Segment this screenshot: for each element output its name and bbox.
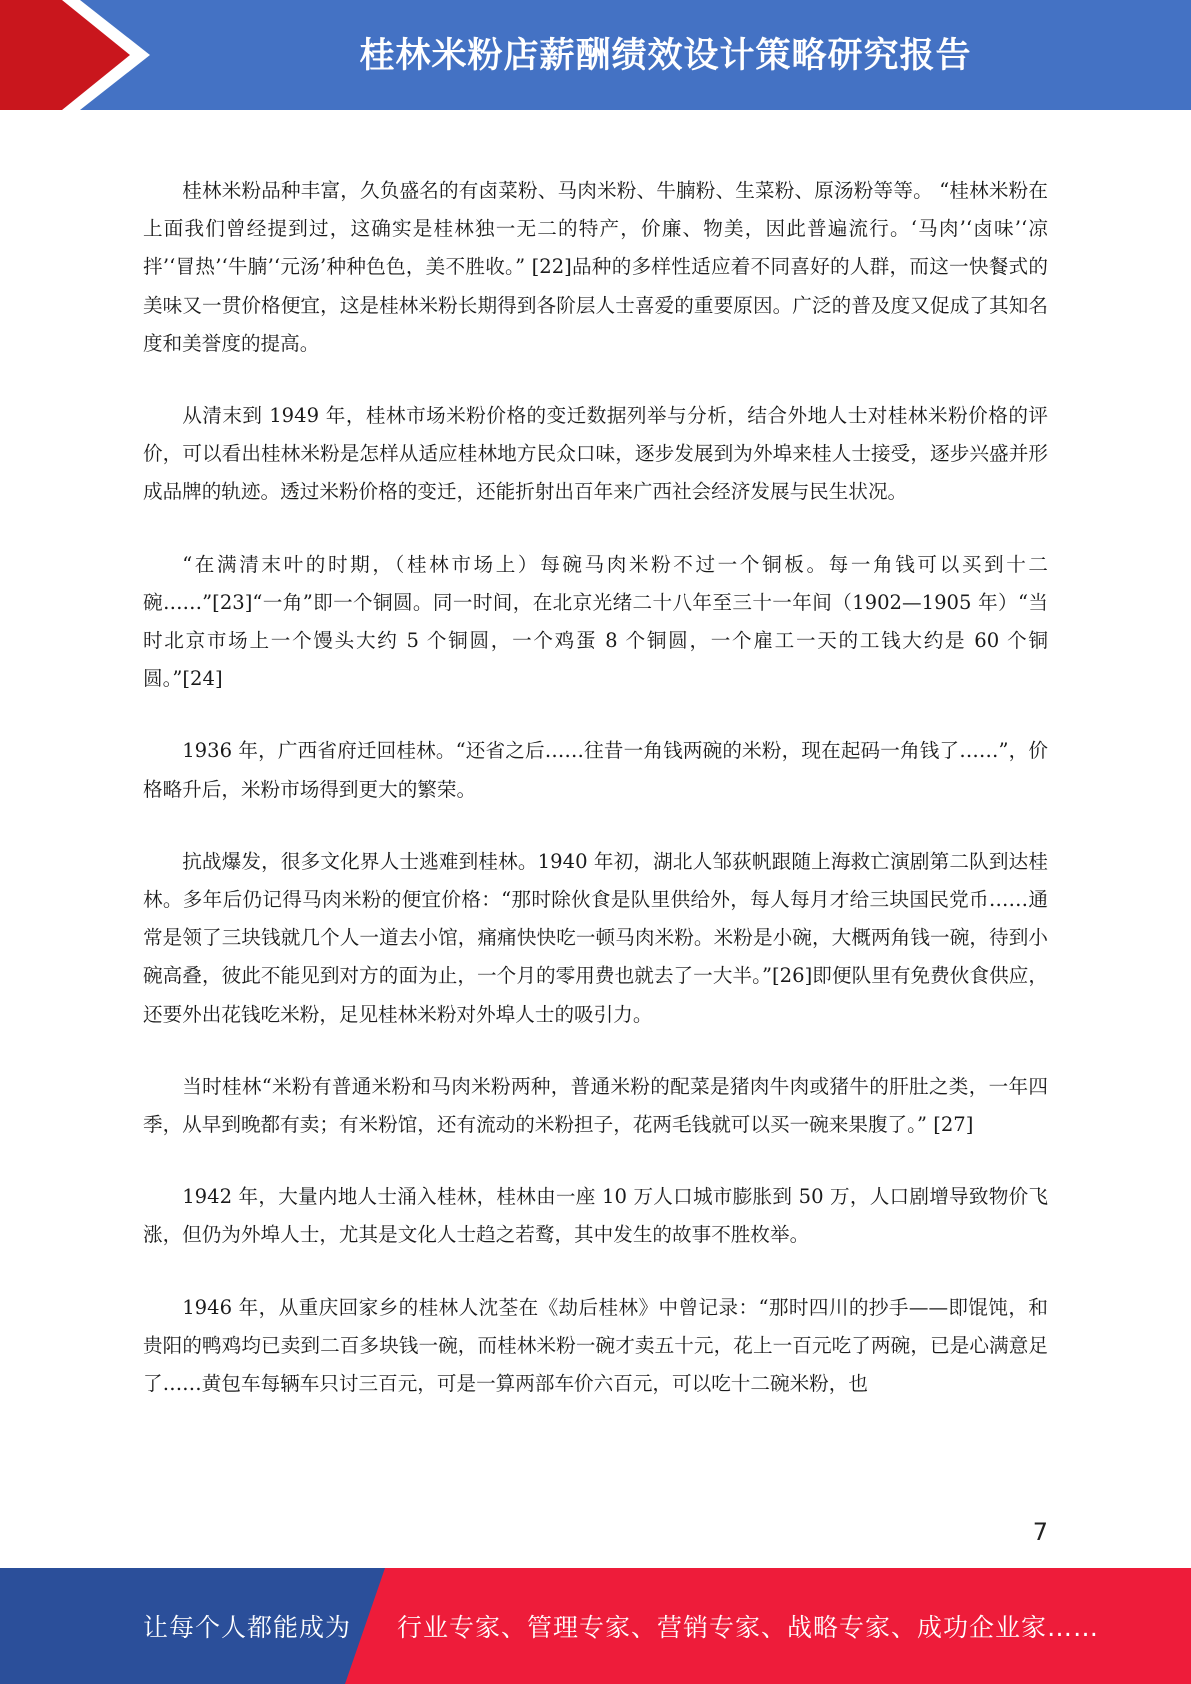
page-number: 7: [1032, 1518, 1048, 1546]
report-title: 桂林米粉店薪酬绩效设计策略研究报告: [359, 36, 972, 76]
page-header: [0, 0, 1191, 110]
paragraph: 1942 年，大量内地人士涌入桂林，桂林由一座 10 万人口城市膨胀到 50 万，人口剧增导致物价飞涨，但仍为外埠人士，尤其是文化人士趋之若鹜，其中发生的故事不胜枚举。: [143, 1185, 1048, 1247]
footer-slogan-right: 行业专家、管理专家、营销专家、战略专家、成功企业家……: [397, 1613, 1100, 1642]
document-body: [143, 172, 1048, 1437]
paragraph: “在满清末叶的时期，（桂林市场上）每碗马肉米粉不过一个铜板。每一角钱可以买到十二碗……”[23]“一角”即一个铜圆。同一时间，在北京光绪二十八年至三十一年间（1902—1905 年）“当时北京市场上一个馒头大约 5 个铜圆，一个鸡蛋 8 个铜圆，一个雇工一天的工钱大约是 60 个铜圆。”[24]: [143, 552, 1048, 691]
paragraph: 桂林米粉品种丰富，久负盛名的有卤菜粉、马肉米粉、牛腩粉、生菜粉、原汤粉等等。 “桂林米粉在上面我们曾经提到过，这确实是桂林独一无二的特产，价廉、物美，因此普遍流行。‘马肉’‘卤味’‘凉拌’‘冒热’‘牛腩’‘元汤’种种色色，美不胜收。” [22]品种的多样性适应着不同喜好的人群，而这一快餐式的美味又一贯价格便宜，这是桂林米粉长期得到各阶层人士喜爱的重要原因。广泛的普及度又促成了其知名度和美誉度的提高。: [143, 179, 1048, 355]
paragraph: 抗战爆发，很多文化界人士逃难到桂林。1940 年初，湖北人邹荻帆跟随上海救亡演剧第二队到达桂林。多年后仍记得马肉米粉的便宜价格：“那时除伙食是队里供给外，每人每月才给三块国民党币……通常是领了三块钱就几个人一道去小馆，痛痛快快吃一顿马肉米粉。米粉是小碗，大概两角钱一碗，待到小碗高叠，彼此不能见到对方的面为止，一个月的零用费也就去了一大半。”[26]即便队里有免费伙食供应，还要外出花钱吃米粉，足见桂林米粉对外埠人士的吸引力。: [143, 849, 1048, 1026]
page-footer: [0, 1568, 1191, 1684]
arrow-decoration-icon: [0, 0, 160, 110]
footer-slogan-left: 让每个人都能成为: [143, 1613, 352, 1642]
paragraph: 1946 年，从重庆回家乡的桂林人沈荃在《劫后桂林》中曾记录：“那时四川的抄手——即馄饨，和贵阳的鸭鸡均已卖到二百多块钱一碗，而桂林米粉一碗才卖五十元，花上一百元吃了两碗，已是心满意足了……黄包车每辆车只讨三百元，可是一算两部车价六百元，可以吃十二碗米粉，也: [143, 1295, 1048, 1396]
paragraph: 当时桂林“米粉有普通米粉和马肉米粉两种，普通米粉的配菜是猪肉牛肉或猪牛的肝肚之类，一年四季，从早到晚都有卖；有米粉馆，还有流动的米粉担子，花两毛钱就可以买一碗来果腹了。” [27]: [143, 1074, 1048, 1137]
paragraph: 从清末到 1949 年，桂林市场米粉价格的变迁数据列举与分析，结合外地人士对桂林米粉价格的评价，可以看出桂林米粉是怎样从适应桂林地方民众口味，逐步发展到为外埠来桂人士接受，逐步兴盛并形成品牌的轨迹。透过米粉价格的变迁，还能折射出百年来广西社会经济发展与民生状况。: [143, 404, 1048, 504]
paragraph: 1936 年，广西省府迁回桂林。“还省之后……往昔一角钱两碗的米粉，现在起码一角钱了……”，价格略升后，米粉市场得到更大的繁荣。: [143, 739, 1048, 801]
